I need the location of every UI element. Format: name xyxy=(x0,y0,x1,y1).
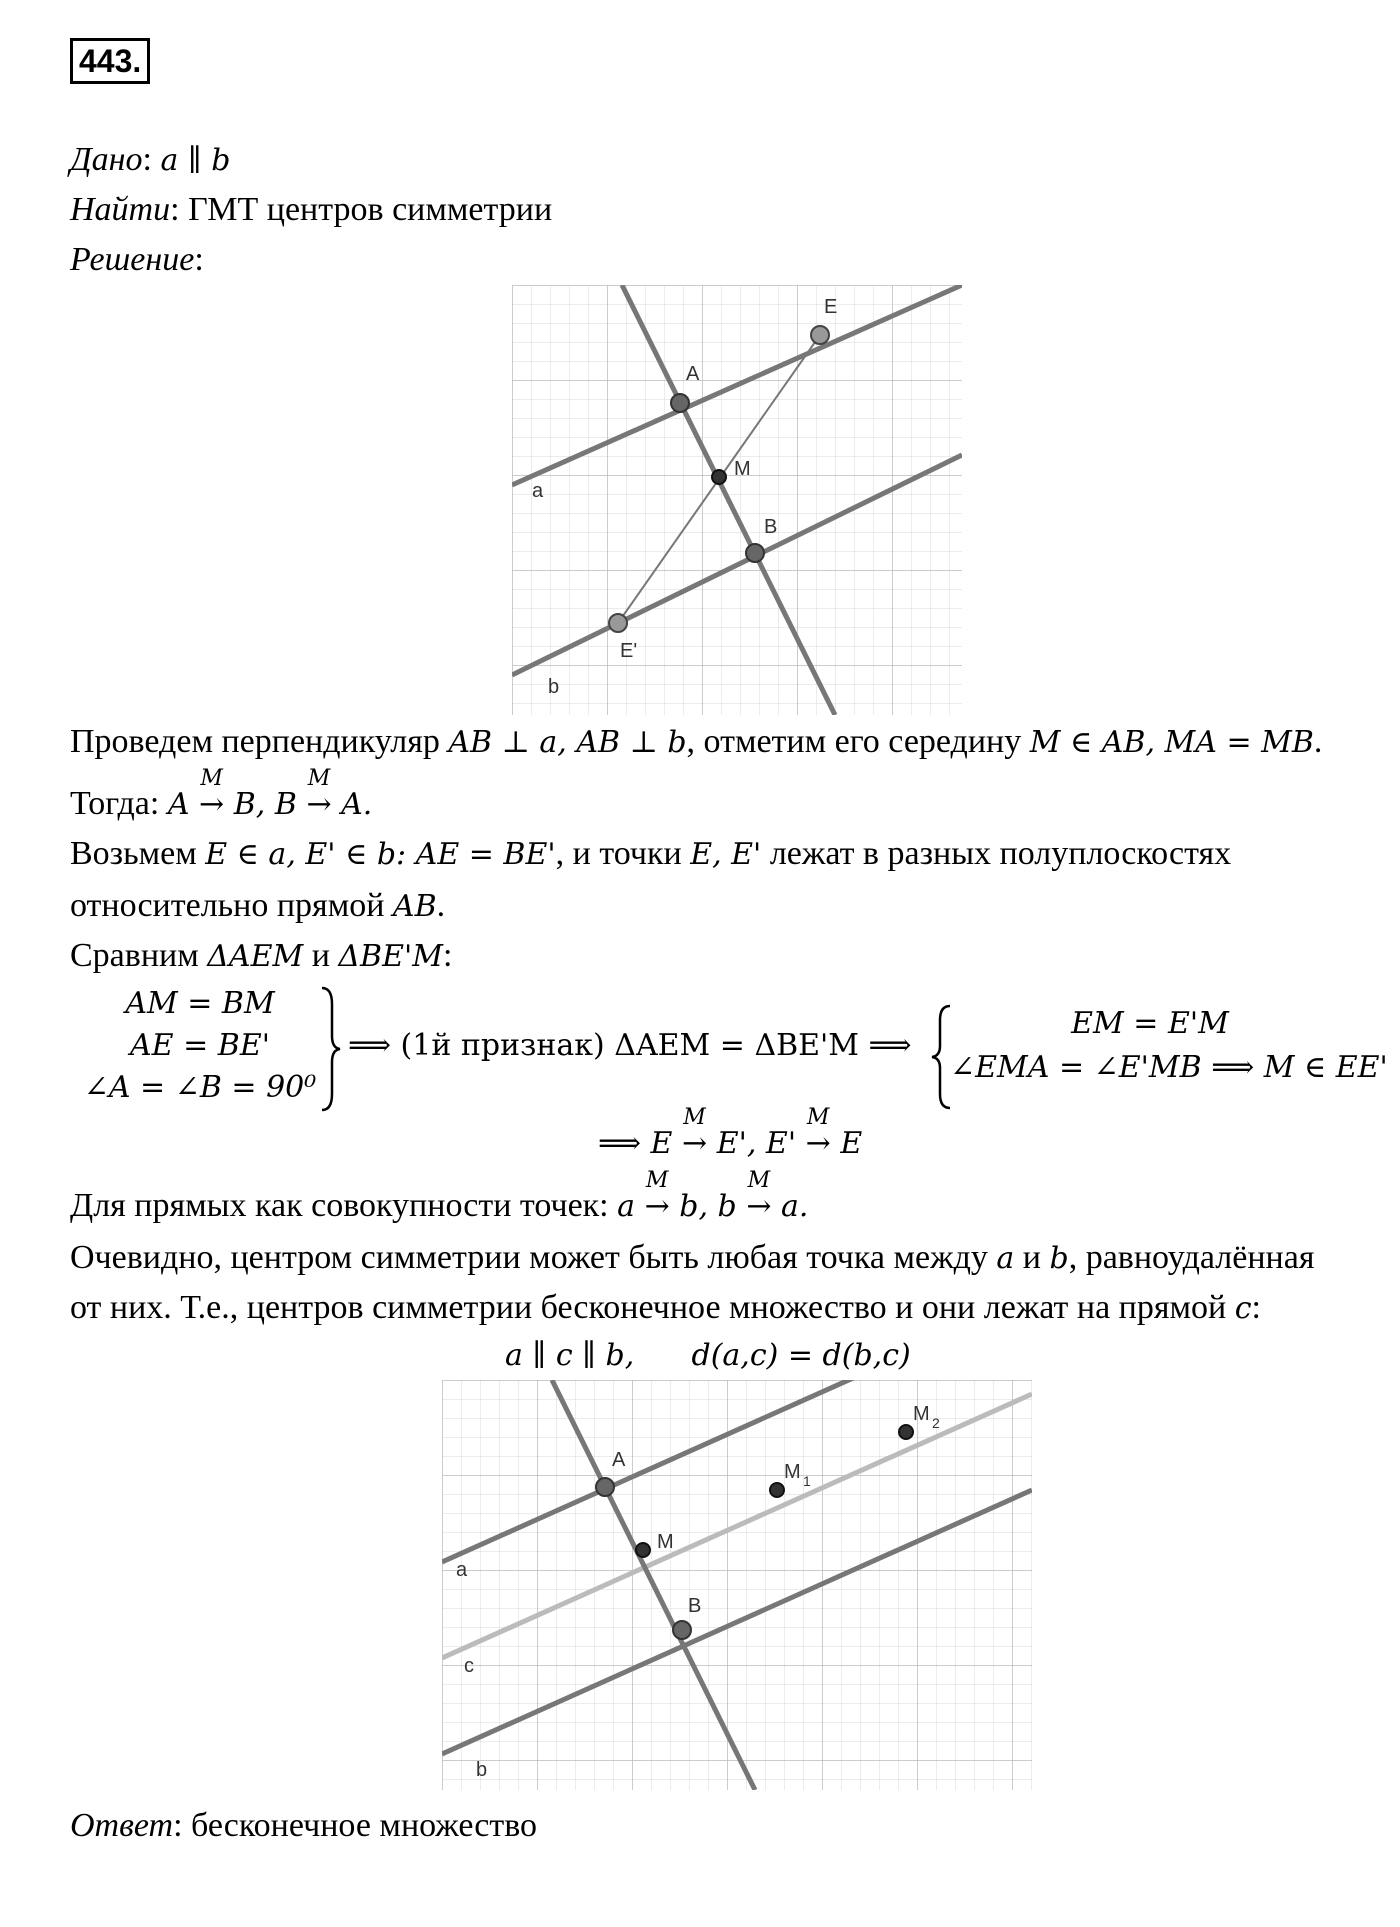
result-b2: E xyxy=(840,1126,863,1161)
solution-line: Решение: xyxy=(70,241,204,278)
paragraph-take xyxy=(70,834,1231,875)
p1-math2: M ∈ AB, MA = MB xyxy=(1029,725,1314,760)
compare-pre: Сравним xyxy=(70,937,208,974)
label-line-b: b xyxy=(548,676,560,698)
then-a1: A xyxy=(167,787,190,822)
point-b xyxy=(673,1621,691,1639)
label-m: M xyxy=(657,1531,674,1553)
take-line2-math: AB xyxy=(392,889,437,924)
label-m2: M xyxy=(913,1403,930,1425)
compare-math2: ΔBE'M xyxy=(338,939,443,974)
figure-2 xyxy=(442,1380,1032,1790)
p1-pre: Проведем перпендикуляр xyxy=(70,723,449,760)
lines-b2: a xyxy=(781,1189,799,1224)
find-text: ГМТ центров симметрии xyxy=(188,191,553,228)
compare-math1: ΔAEM xyxy=(207,939,304,974)
find-label: Найти xyxy=(70,191,171,228)
label-m: M xyxy=(734,458,751,480)
point-m1 xyxy=(770,1483,784,1497)
point-a xyxy=(596,1478,614,1496)
compare-end: : xyxy=(442,937,453,974)
obvious2-end: : xyxy=(1251,1289,1261,1326)
point-b xyxy=(746,544,764,562)
obvious-a: a xyxy=(996,1241,1015,1276)
take-math2: E, E' xyxy=(690,837,762,872)
obvious-end: , равноудалённая xyxy=(1068,1239,1315,1276)
lines-pre: Для прямых как совокупности точек: xyxy=(70,1187,618,1224)
result-a2: E' xyxy=(765,1126,797,1161)
result-b1: E' xyxy=(716,1126,747,1161)
label-b: B xyxy=(764,516,778,538)
given-label: Дано xyxy=(70,141,143,178)
point-e xyxy=(811,326,829,344)
point-m xyxy=(712,470,726,484)
obvious-b: b xyxy=(1049,1241,1069,1276)
label-e: E xyxy=(824,296,838,318)
paragraph-obvious-2 xyxy=(70,1288,1261,1329)
paragraph-compare xyxy=(70,936,452,977)
result-a1: E xyxy=(650,1126,673,1161)
center-formula: a ∥ c ∥ b, d(a,c) = d(b,c) xyxy=(505,1338,911,1373)
system-row-2: AE = BE' xyxy=(130,1028,270,1063)
then-a2: B xyxy=(274,787,297,822)
lines-a1: a xyxy=(617,1189,636,1224)
p1-math1: AB ⊥ a, AB ⊥ b xyxy=(448,725,687,760)
label-m2-sub: 2 xyxy=(932,1415,940,1431)
result-over-1: M xyxy=(683,1105,706,1130)
label-line-b: b xyxy=(476,1759,488,1781)
lines-over-1: M xyxy=(645,1168,669,1193)
label-m1-sub: 1 xyxy=(803,1473,811,1489)
problem-number: 443. xyxy=(70,38,150,84)
system-row-1: AM = BM xyxy=(125,986,275,1021)
right-brace xyxy=(318,984,342,1114)
system-right-1: EM = E'M xyxy=(1071,1006,1229,1041)
label-b: B xyxy=(688,1595,702,1617)
lines-b1: b xyxy=(679,1189,699,1224)
given-text: a ∥ b xyxy=(160,143,231,178)
point-e-prime xyxy=(609,614,627,632)
answer-text: бесконечное множество xyxy=(191,1807,538,1844)
paragraph-obvious-1 xyxy=(70,1238,1314,1279)
solution-label: Решение xyxy=(70,241,195,278)
obvious-and: и xyxy=(1014,1239,1050,1276)
paragraph-perpendicular xyxy=(70,722,1322,763)
take-math: E ∈ a, E' ∈ b: AE = BE' xyxy=(205,837,556,872)
answer-line: Ответ: бесконечное множество xyxy=(70,1807,538,1844)
label-a: A xyxy=(612,1449,626,1471)
paragraph-lines: Для прямых как совокупности точек: a → M b, b → M a. xyxy=(70,1186,808,1227)
label-e-prime: E' xyxy=(620,640,638,662)
paragraph-take-2 xyxy=(70,886,445,927)
take-mid: , и точки xyxy=(555,835,691,872)
label-line-c: c xyxy=(464,1655,474,1677)
label-line-a: a xyxy=(532,480,544,502)
answer-label: Ответ xyxy=(70,1807,174,1844)
then-b1: B xyxy=(233,787,256,822)
then-over-2: M xyxy=(307,766,331,791)
lines-over-2: M xyxy=(747,1168,771,1193)
figure-1 xyxy=(512,285,962,715)
p1-end: . xyxy=(1313,723,1323,760)
point-m xyxy=(636,1543,650,1557)
label-line-a: a xyxy=(456,1559,468,1581)
take-end: лежат в разных полуплоскостях xyxy=(761,835,1232,872)
obvious-pre: Очевидно, центром симметрии может быть любая точка между xyxy=(70,1239,997,1276)
take-line2-pre: относительно прямой xyxy=(70,887,393,924)
paragraph-then: Тогда: A → M B, B → M A. xyxy=(70,784,372,825)
point-a xyxy=(671,394,689,412)
system-right-2: ∠EMA = ∠E'MB ⟹ M ∈ EE' xyxy=(950,1050,1388,1085)
result-over-2: M xyxy=(806,1105,830,1130)
lines-a2: b xyxy=(717,1189,737,1224)
take-line2-end: . xyxy=(436,887,446,924)
then-b2: A xyxy=(341,787,363,822)
result-line: ⟹ E → M E', E' → M E xyxy=(598,1124,862,1164)
compare-and: и xyxy=(303,937,339,974)
label-a: A xyxy=(686,363,700,385)
obvious2-pre: от них. Т.е., центров симметрии бесконечное множество и они лежат на прямой xyxy=(70,1289,1235,1326)
given-line: Дано: a ∥ b xyxy=(70,141,231,178)
label-m1: M xyxy=(784,1461,801,1483)
system-row-3: ∠A = ∠B = 90⁰ xyxy=(83,1070,317,1105)
system-implies: ⟹ (1й признак) ΔAEM = ΔBE'M ⟹ xyxy=(348,1028,912,1063)
take-pre: Возьмем xyxy=(70,835,206,872)
obvious-c: c xyxy=(1234,1291,1252,1326)
then-over-1: M xyxy=(200,766,223,791)
point-m2 xyxy=(899,1425,913,1439)
find-line: Найти: ГМТ центров симметрии xyxy=(70,191,553,228)
result-lead: ⟹ xyxy=(598,1126,651,1161)
then-label: Тогда: xyxy=(70,785,168,822)
p1-mid: , отметим его середину xyxy=(686,723,1030,760)
